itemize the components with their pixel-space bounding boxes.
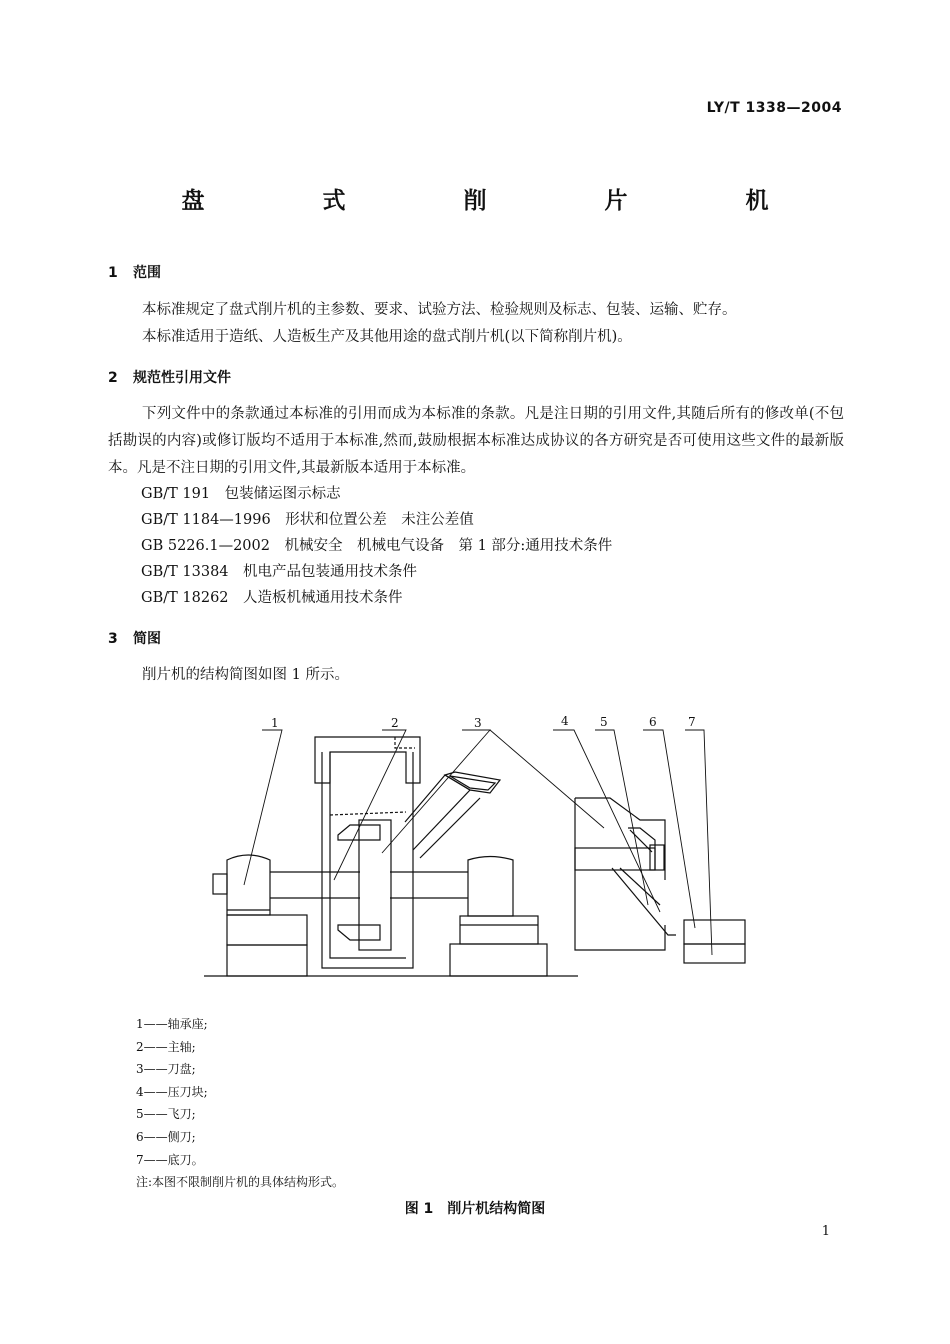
main-shaft (213, 872, 468, 898)
legend-item: 3——刀盘; (136, 1062, 196, 1077)
section-number: 2 (108, 370, 118, 386)
housing-frame (315, 737, 420, 968)
callout-5: 5 (600, 715, 608, 729)
left-bearing-seat (227, 855, 307, 976)
callout-7: 7 (688, 715, 696, 729)
section-number: 1 (108, 265, 118, 281)
section-1-paragraph-1: 本标准规定了盘式削片机的主参数、要求、试验方法、检验规则及标志、包装、运输、贮存。 (142, 302, 737, 318)
standard-code: LY/T 1338—2004 (706, 100, 842, 116)
cutting-detail (575, 798, 745, 963)
section-number: 3 (108, 631, 118, 647)
cutter-disc (338, 820, 391, 950)
document-title: 盘 式 削 片 机 (181, 188, 824, 214)
figure-note: 注:本图不限制削片机的具体结构形式。 (136, 1175, 345, 1190)
callout-4: 4 (561, 714, 569, 728)
legend-item: 1——轴承座; (136, 1017, 208, 1031)
callout-1: 1 (271, 716, 279, 730)
legend-item: 4——压刀块; (136, 1084, 208, 1099)
legend-item: 2——主轴; (136, 1039, 196, 1054)
callout-3: 3 (474, 716, 482, 730)
right-bearing-seat (450, 857, 547, 977)
section-3-paragraph-1: 削片机的结构简图如图 1 所示。 (142, 667, 349, 683)
reference-item: GB/T 18262 人造板机械通用技术条件 (141, 590, 403, 606)
page-number: 1 (821, 1224, 830, 1239)
legend-item: 5——飞刀; (136, 1107, 196, 1122)
figure-caption: 图 1 削片机结构简图 (404, 1201, 546, 1217)
section-title: 简图 (133, 631, 161, 647)
legend-item: 6——侧刀; (136, 1129, 196, 1144)
reference-item: GB/T 191 包装储运图示标志 (141, 486, 341, 502)
reference-item: GB 5226.1—2002 机械安全 机械电气设备 第 1 部分:通用技术条件 (141, 538, 613, 554)
section-2-paragraph-1: 下列文件中的条款通过本标准的引用而成为本标准的条款。凡是注日期的引用文件,其随后所有的修改单(不包括勘误的内容)或修订版均不适用于本标准,然而,鼓励根据本标准达成协议的各方研究是否可使用这些文件的最新版本。凡是不注日期的引用文件,其最新版本适用于本标准。 (108, 406, 844, 476)
feed-spout (405, 772, 500, 858)
figure-legend (136, 1013, 344, 1194)
legend-item: 7——底刀。 (136, 1152, 204, 1167)
section-1-paragraph-2: 本标准适用于造纸、人造板生产及其他用途的盘式削片机(以下简称削片机)。 (142, 329, 632, 345)
reference-item: GB/T 1184—1996 形状和位置公差 未注公差值 (141, 512, 474, 528)
callout-2: 2 (391, 716, 399, 730)
section-title: 规范性引用文件 (133, 370, 231, 386)
reference-item: GB/T 13384 机电产品包装通用技术条件 (141, 564, 418, 580)
section-title: 范围 (133, 265, 161, 281)
callout-6: 6 (649, 715, 657, 729)
